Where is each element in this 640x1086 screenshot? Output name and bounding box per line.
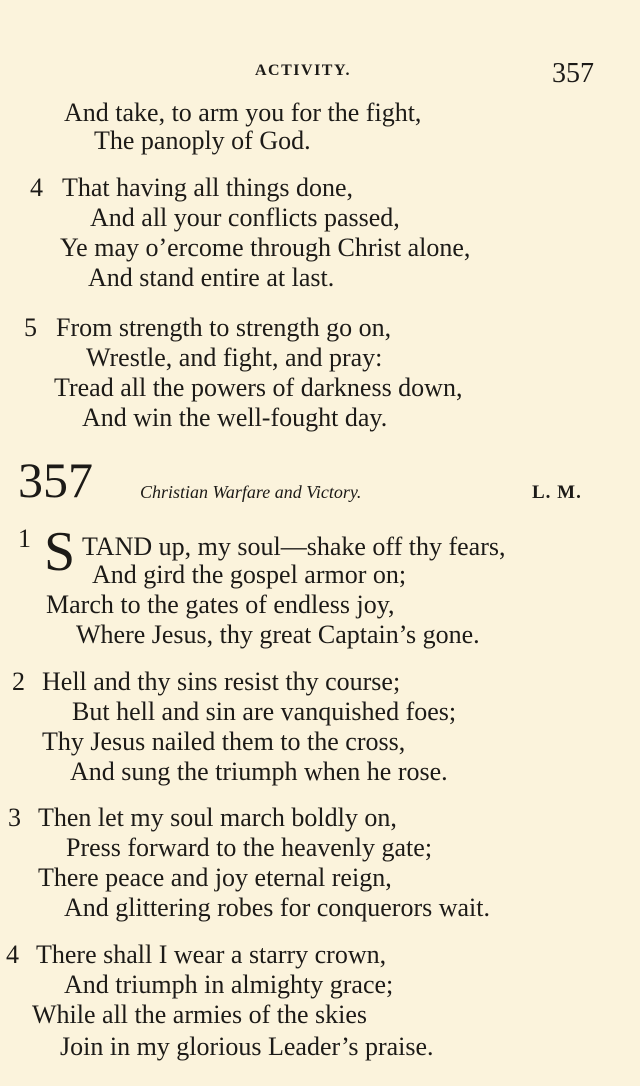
verse-line: While all the armies of the skies	[32, 1000, 368, 1029]
verse-line: There shall I wear a starry crown,	[36, 940, 387, 969]
verse-number: 4	[6, 940, 19, 969]
verse-number: 3	[8, 803, 21, 832]
verse-number: 5	[24, 313, 37, 342]
verse-line: Tread all the powers of darkness down,	[54, 373, 463, 402]
verse-line: And all your conflicts passed,	[90, 203, 400, 232]
verse-line: But hell and sin are vanquished foes;	[72, 697, 457, 726]
hymn-number: 357	[18, 452, 93, 508]
drop-cap: S	[44, 521, 76, 583]
verse-line: And gird the gospel armor on;	[92, 560, 407, 589]
verse-line: And glittering robes for conquerors wait.	[64, 893, 491, 922]
hymn-header	[0, 452, 640, 512]
verse-line: And stand entire at last.	[88, 263, 335, 292]
verse-line: And sung the triumph when he rose.	[70, 757, 448, 786]
verse-number: 4	[30, 173, 43, 202]
continuation-line: And take, to arm you for the fight,	[64, 98, 422, 127]
verse-line: Join in my glorious Leader’s praise.	[60, 1032, 434, 1061]
verse-line: From strength to strength go on,	[56, 313, 392, 342]
running-title: ACTIVITY.	[255, 62, 352, 79]
verse-number: 1	[18, 524, 31, 553]
hymn-meter: L. M.	[532, 482, 582, 503]
verse-line: Ye may o’ercome through Christ alone,	[60, 233, 471, 262]
verse-line: Hell and thy sins resist thy course;	[42, 667, 401, 696]
hymn-title: Christian Warfare and Victory.	[140, 482, 362, 502]
verse-line: Press forward to the heavenly gate;	[66, 833, 433, 862]
verse-line: Thy Jesus nailed them to the cross,	[42, 727, 406, 756]
verse-line: And triumph in almighty grace;	[64, 970, 394, 999]
verse-line: TAND up, my soul—shake off thy fears,	[82, 532, 506, 561]
verse-line: Where Jesus, thy great Captain’s gone.	[76, 620, 480, 649]
page-number: 357	[552, 58, 594, 89]
continuation-line: The panoply of God.	[94, 126, 311, 155]
verse-number: 2	[12, 667, 25, 696]
verse-line: There peace and joy eternal reign,	[38, 863, 392, 892]
verse-line: Then let my soul march boldly on,	[38, 803, 397, 832]
running-head	[0, 60, 640, 90]
verse-line: That having all things done,	[62, 173, 354, 202]
verse-line: March to the gates of endless joy,	[46, 590, 395, 619]
verse-line: And win the well-fought day.	[82, 403, 388, 432]
verse-line: Wrestle, and fight, and pray:	[86, 343, 383, 372]
